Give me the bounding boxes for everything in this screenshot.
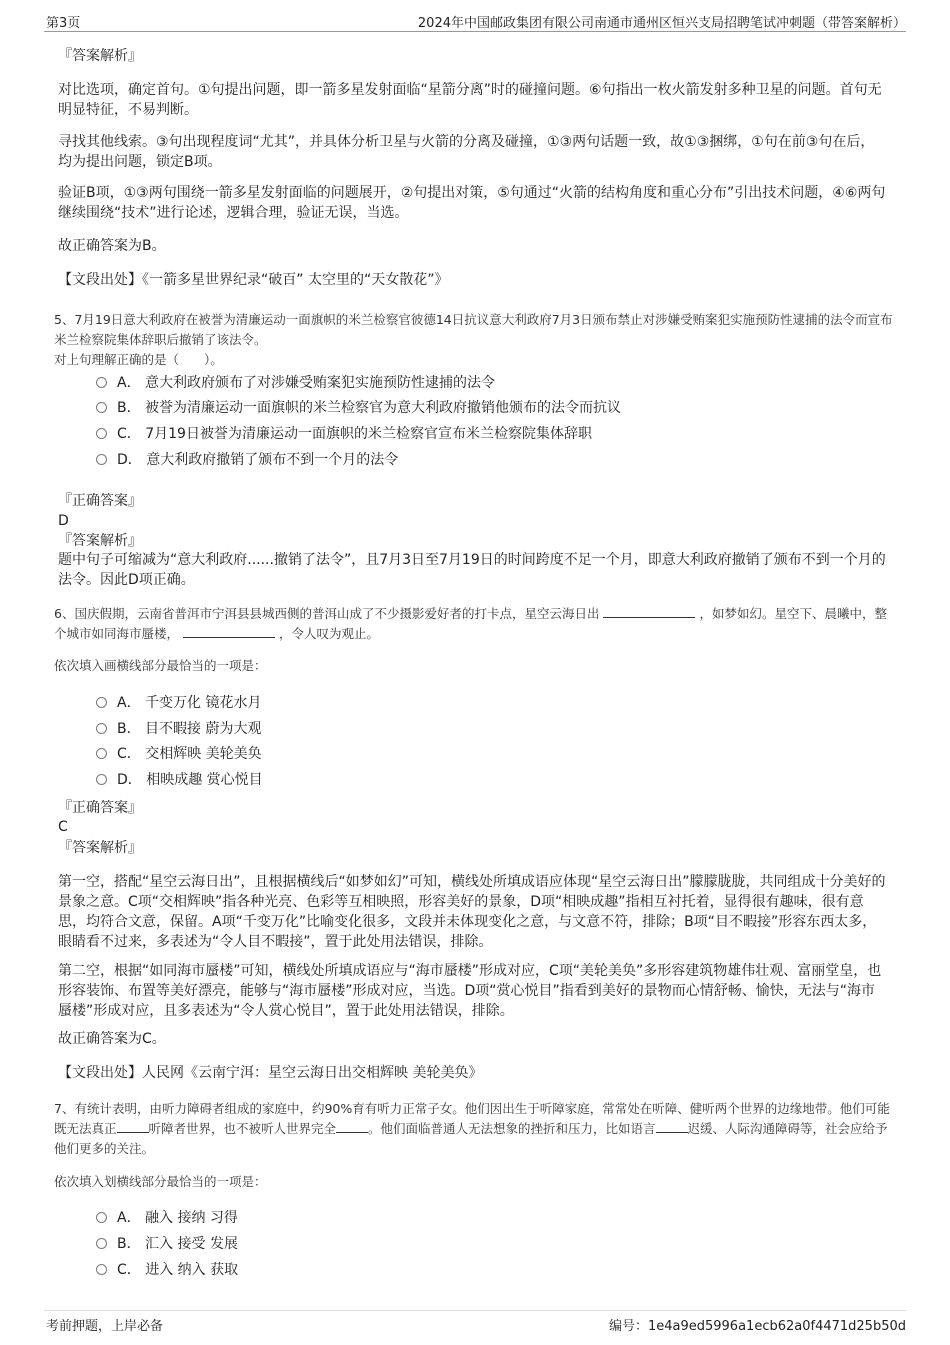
q6-analysis-label: 『答案解析』 xyxy=(58,840,142,856)
q4-source: 【文段出处】《一箭多星世界纪录“破百” 太空里的“天女散花”》 xyxy=(58,272,449,288)
radio-icon xyxy=(96,428,107,439)
q7-option-c[interactable]: C． 进入 纳入 获取 xyxy=(96,1260,238,1280)
q5-stem: 5、7月19日意大利政府在被誉为清廉运动一面旗帜的米兰检察官彼德14日抗议意大利政府7月3日颁布禁止对涉嫌受贿案犯实施预防性逮捕的法令而宣布米兰检察院集体辞职后撤销了该法令。 xyxy=(54,312,893,347)
q4-analysis-label: 『答案解析』 xyxy=(58,48,142,64)
q7-stem: 7、有统计表明，由听力障碍者组成的家庭中，约90%育有听力正常子女。他们因出生于听障家庭，常常处在听障、健听两个世界的边缘地带。他们可能既无法真正 听障者世界，也不被听人世界完全 。他们面临普通人无法想象的挫折和压力，比如语言 迟缓、人际沟通障碍等，社会应给予他们更多的关注。 xyxy=(54,1101,890,1156)
q5-option-a[interactable]: A． 意大利政府颁布了对涉嫌受贿案犯实施预防性逮捕的法令 xyxy=(96,373,495,393)
q6-option-b[interactable]: B． 目不暇接 蔚为大观 xyxy=(96,719,262,739)
q6-analysis-p2: 第二空，根据“如同海市蜃楼”可知，横线处所填成语应与“海市蜃楼”形成对应，C项“美轮美奂”多形容建筑物雄伟壮观、富丽堂皇，也形容装饰、布置等美好漂亮，能够与“海市蜃楼”形成对应，当选。D项“赏心悦目”指看到美好的景物而心情舒畅、愉快，无法与“海市蜃楼”形成对应，且多表述为“令人赏心悦目”，置于此处用法错误，排除。 xyxy=(58,963,882,1019)
q4-analysis-p2: 寻找其他线索。③句出现程度词“尤其”，并具体分析卫星与火箭的分离及碰撞，①③两句话题一致，故①③捆绑，①句在前③句在后，均为提出问题，锁定B项。 xyxy=(58,134,875,170)
q4-conclusion: 故正确答案为B。 xyxy=(58,238,166,254)
page-number: 第3页 xyxy=(46,16,81,31)
q6-analysis-p1: 第一空，搭配“星空云海日出”，且根据横线后“如梦如幻”可知，横线处所填成语应体现“星空云海日出”朦朦胧胧，共同组成十分美好的景象之意。C项“交相辉映”指各种光亮、色彩等互相映照，形容美好的景象，D项“相映成趣”指相互衬托着，显得很有趣味，很有意思，均符合文意，保留。A项“千变万化”比喻变化很多，文段并未体现变化之意，与文意不符，排除；B项“目不暇接”形容东西太多，眼睛看不过来，多表述为“令人目不暇接”，置于此处用法错误，排除。 xyxy=(58,874,886,950)
radio-icon xyxy=(96,774,107,785)
q6-option-a[interactable]: A． 千变万化 镜花水月 xyxy=(96,693,261,713)
page-footer xyxy=(44,1310,906,1334)
radio-icon xyxy=(96,454,107,465)
q6-source: 【文段出处】人民网《云南宁洱：星空云海日出交相辉映 美轮美奂》 xyxy=(58,1065,483,1081)
q7-option-a[interactable]: A． 融入 接纳 习得 xyxy=(96,1208,238,1228)
blank-2 xyxy=(183,637,275,638)
blank-2 xyxy=(336,1132,368,1133)
radio-icon xyxy=(96,697,107,708)
q5-answer: D xyxy=(58,513,69,529)
q5-option-c[interactable]: C． 7月19日被誉为清廉运动一面旗帜的米兰检察官宣布米兰检察院集体辞职 xyxy=(96,424,592,444)
radio-icon xyxy=(96,1264,107,1275)
footer-slogan: 考前押题，上岸必备 xyxy=(46,1319,164,1334)
page-header xyxy=(44,9,906,32)
radio-icon xyxy=(96,1212,107,1223)
q5-option-b[interactable]: B． 被誉为清廉运动一面旗帜的米兰检察官为意大利政府撤销他颁布的法令而抗议 xyxy=(96,398,621,418)
q6-question: 依次填入画横线部分最恰当的一项是： xyxy=(54,658,267,673)
radio-icon xyxy=(96,377,107,388)
q6-conclusion: 故正确答案为C。 xyxy=(58,1031,166,1047)
q7-question: 依次填入划横线部分最恰当的一项是： xyxy=(54,1174,267,1189)
document-title: 2024年中国邮政集团有限公司南通市通州区恒兴支局招聘笔试冲刺题（带答案解析） xyxy=(417,16,906,31)
q6-option-c[interactable]: C． 交相辉映 美轮美奂 xyxy=(96,744,262,764)
q4-analysis-p1: 对比选项，确定首句。①句提出问题，即一箭多星发射面临“星箭分离”时的碰撞问题。⑥句指出一枚火箭发射多种卫星的问题。首句无明显特征，不易判断。 xyxy=(58,82,882,118)
blank-1 xyxy=(117,1132,149,1133)
q4-analysis-p3: 验证B项，①③两句围绕一箭多星发射面临的问题展开，②句提出对策，⑤句通过“火箭的结构角度和重心分布”引出技术问题，④⑥两句继续围绕“技术”进行论述，逻辑合理，验证无误，当选。 xyxy=(58,185,886,221)
q5-answer-label: 『正确答案』 xyxy=(58,493,142,509)
q5-analysis-label: 『答案解析』 xyxy=(58,533,142,549)
radio-icon xyxy=(96,748,107,759)
q5-option-d[interactable]: D． 意大利政府撤销了颁布不到一个月的法令 xyxy=(96,450,398,470)
radio-icon xyxy=(96,723,107,734)
q6-stem: 6、国庆假期，云南省普洱市宁洱县县城西侧的普洱山成了不少摄影爱好者的打卡点，星空云海日出 ，如梦如幻。星空下、晨曦中，整个城市如同海市蜃楼， ，令人叹为观止。 xyxy=(54,606,887,641)
q6-answer: C xyxy=(58,819,68,835)
q6-option-d[interactable]: D． 相映成趣 赏心悦目 xyxy=(96,770,263,790)
radio-icon xyxy=(96,402,107,413)
q5-question: 对上句理解正确的是（ ）。 xyxy=(54,352,223,367)
blank-1 xyxy=(603,617,695,618)
q5-analysis: 题中句子可缩减为“意大利政府......撤销了法令”，且7月3日至7月19日的时间跨度不足一个月，即意大利政府撤销了颁布不到一个月的法令。因此D项正确。 xyxy=(58,552,886,588)
blank-3 xyxy=(656,1132,688,1133)
q6-answer-label: 『正确答案』 xyxy=(58,800,142,816)
document-id: 编号：1e4a9ed5996a1ecb62a0f4471d25b50d xyxy=(608,1319,906,1334)
q7-option-b[interactable]: B． 汇入 接受 发展 xyxy=(96,1234,238,1254)
radio-icon xyxy=(96,1238,107,1249)
